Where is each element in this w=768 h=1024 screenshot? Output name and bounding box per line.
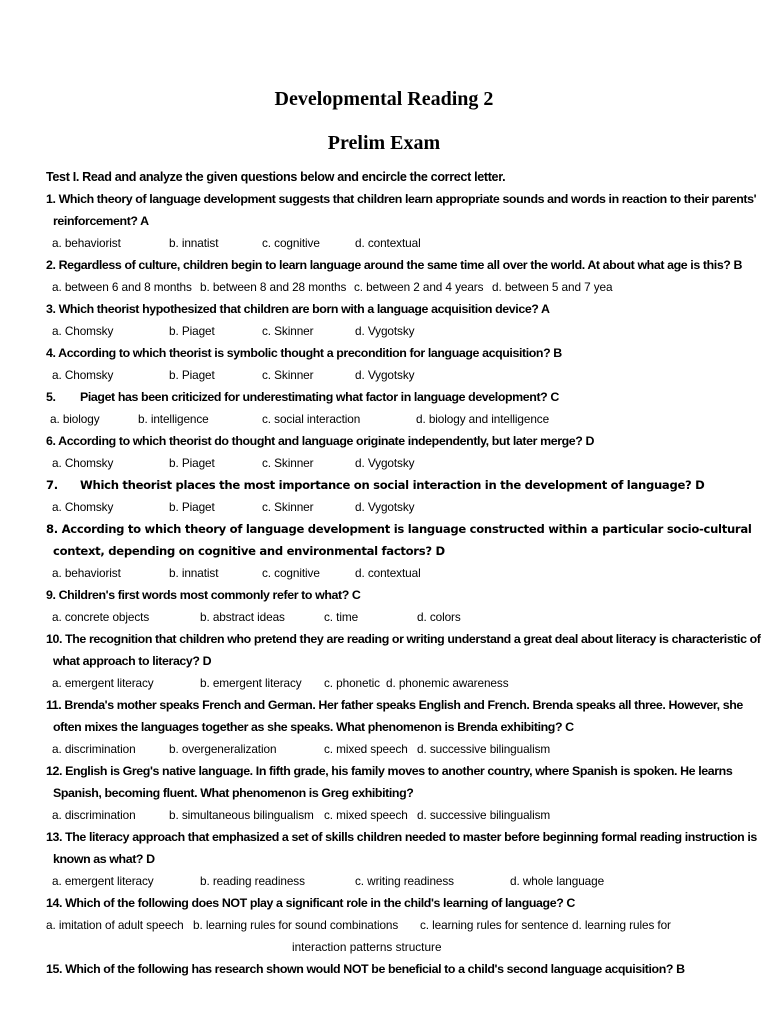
answer-choice-a: a. imitation of adult speech (46, 918, 184, 932)
question-text: The recognition that children who pretend they are reading or writing understand a great deal about literacy is characteristic of (65, 632, 761, 646)
answer-choice-d: d. successive bilingualism (417, 742, 551, 756)
question-text-line (46, 540, 762, 562)
question-number: 14. (46, 896, 63, 910)
question-text: English is Greg's native language. In fifth grade, his family moves to another country, where Spanish is spoken. He learns (65, 764, 733, 778)
question-text: Spanish, becoming fluent. What phenomenon is Greg exhibiting? (53, 786, 414, 800)
question-list (46, 188, 762, 980)
answer-choice-a: a. emergent literacy (52, 874, 154, 888)
question-text: what approach to literacy? D (53, 654, 212, 668)
question-number: 2. (46, 258, 56, 272)
answer-choice-d: d. contextual (355, 566, 421, 580)
question-text: According to which theorist do thought and language originate independently, but later merge? D (58, 434, 595, 448)
question-text-line (46, 518, 762, 540)
answer-choices (46, 496, 762, 518)
answer-choice-c: c. time (324, 610, 359, 624)
answer-choice-c: c. writing readiness (355, 874, 454, 888)
answer-choice-b: b. intelligence (138, 412, 209, 426)
answer-choice-c: c. cognitive (262, 566, 320, 580)
answer-choices (46, 364, 762, 386)
question-text-line (46, 892, 762, 914)
answer-choice-c: c. mixed speech (324, 742, 408, 756)
question-number: 15. (46, 962, 63, 976)
question-text-line (46, 210, 762, 232)
answer-choice-d: d. between 5 and 7 yea (492, 280, 613, 294)
question-1 (46, 188, 762, 232)
answer-choices (46, 562, 762, 584)
question-text: Brenda's mother speaks French and German. Her father speaks English and French. Brenda speaks all three. However, she (64, 698, 743, 712)
answer-choice-b: b. abstract ideas (200, 610, 285, 624)
answer-choices (46, 232, 762, 254)
answer-choice-d: d. contextual (355, 236, 421, 250)
question-text: Which of the following does NOT play a significant role in the child's learning of language? C (65, 896, 575, 910)
answer-choice-continuation: interaction patterns structure (292, 940, 442, 954)
question-text-line (46, 782, 762, 804)
question-10 (46, 628, 762, 672)
question-text-line (46, 298, 762, 320)
question-text-line (46, 694, 762, 716)
answer-choice-b: b. overgeneralization (169, 742, 277, 756)
question-11 (46, 694, 762, 738)
answer-choices-continued (46, 936, 762, 958)
answer-choice-b: b. simultaneous bilingualism (169, 808, 314, 822)
answer-choices (46, 738, 762, 760)
question-text: reinforcement? A (53, 214, 149, 228)
answer-choice-a: a. concrete objects (52, 610, 150, 624)
question-text-line (46, 474, 762, 496)
question-text: Regardless of culture, children begin to learn language around the same time all over the world. At about what age is this? B (58, 258, 743, 272)
answer-choice-d: d. phonemic awareness (386, 676, 509, 690)
answer-choice-b: b. emergent literacy (200, 676, 302, 690)
question-text-line (46, 430, 762, 452)
answer-choice-d: d. Vygotsky (355, 500, 415, 514)
document-title: Developmental Reading 2 (274, 88, 494, 110)
question-8 (46, 518, 762, 562)
question-number: 6. (46, 434, 56, 448)
answer-choice-a: a. emergent literacy (52, 676, 154, 690)
answer-choice-c: c. learning rules for sentence (420, 918, 569, 932)
answer-choice-d: d. Vygotsky (355, 324, 415, 338)
question-text-line (46, 584, 762, 606)
answer-choice-b: b. Piaget (169, 500, 215, 514)
answer-choices (46, 276, 762, 298)
question-text-line (46, 760, 762, 782)
question-4 (46, 342, 762, 364)
answer-choices (46, 870, 762, 892)
answer-choice-d: d. whole language (510, 874, 605, 888)
question-text-line (46, 188, 762, 210)
question-2 (46, 254, 762, 276)
answer-choice-c: c. cognitive (262, 236, 320, 250)
answer-choices (46, 408, 762, 430)
question-text: Which theory of language development suggests that children learn appropriate sounds and words in reaction to their parents' (58, 192, 757, 206)
question-number: 9. (46, 588, 56, 602)
answer-choice-c: c. mixed speech (324, 808, 408, 822)
question-number: 11. (46, 698, 62, 712)
question-text-line (46, 848, 762, 870)
answer-choice-b: b. learning rules for sound combinations (193, 918, 399, 932)
answer-choice-c: c. Skinner (262, 324, 314, 338)
answer-choice-b: b. between 8 and 28 months (200, 280, 347, 294)
answer-choice-a: a. between 6 and 8 months (52, 280, 192, 294)
answer-choice-a: a. Chomsky (52, 456, 114, 470)
question-text-line (46, 386, 762, 408)
question-text: Which theorist places the most importance on social interaction in the development of language? D (80, 478, 705, 492)
question-number: 4. (46, 346, 56, 360)
answer-choices (46, 672, 762, 694)
answer-choices (46, 804, 762, 826)
question-text: Which of the following has research shown would NOT be beneficial to a child's second language acquisition? B (65, 962, 685, 976)
document-subtitle: Prelim Exam (327, 132, 441, 154)
question-12 (46, 760, 762, 804)
answer-choice-b: b. reading readiness (200, 874, 305, 888)
question-number: 12. (46, 764, 63, 778)
answer-choice-c: c. phonetic (324, 676, 380, 690)
question-9 (46, 584, 762, 606)
question-6 (46, 430, 762, 452)
answer-choice-b: b. Piaget (169, 368, 215, 382)
question-text: According to which theorist is symbolic thought a precondition for language acquisition? B (58, 346, 562, 360)
question-14 (46, 892, 762, 914)
answer-choices (46, 452, 762, 474)
question-text: The literacy approach that emphasized a set of skills children needed to master before beginning formal reading instruction is (65, 830, 757, 844)
answer-choice-c: c. Skinner (262, 500, 314, 514)
question-text-line (46, 342, 762, 364)
answer-choices (46, 914, 762, 936)
question-text: According to which theory of language development is language constructed within a particular socio-cultural (61, 522, 752, 536)
question-number: 5. (46, 390, 56, 404)
answer-choice-a: a. Chomsky (52, 324, 114, 338)
answer-choice-d: d. learning rules for (572, 918, 671, 932)
answer-choice-a: a. behaviorist (52, 566, 121, 580)
exam-content (46, 166, 762, 980)
answer-choice-b: b. Piaget (169, 456, 215, 470)
answer-choice-c: c. between 2 and 4 years (354, 280, 484, 294)
question-15 (46, 958, 762, 980)
question-number: 3. (46, 302, 56, 316)
question-number: 13. (46, 830, 63, 844)
answer-choice-c: c. social interaction (262, 412, 361, 426)
answer-choice-d: d. colors (417, 610, 461, 624)
answer-choice-a: a. biology (50, 412, 100, 426)
test-instruction: Test I. Read and analyze the given questions below and encircle the correct letter. (46, 170, 506, 184)
answer-choice-d: d. Vygotsky (355, 368, 415, 382)
answer-choice-a: a. Chomsky (52, 368, 114, 382)
question-text: Children's first words most commonly refer to what? C (58, 588, 361, 602)
question-number: 8. (46, 522, 58, 536)
answer-choice-c: c. Skinner (262, 456, 314, 470)
question-text: often mixes the languages together as she speaks. What phenomenon is Brenda exhibiting? C (53, 720, 574, 734)
question-number: 7. (46, 478, 58, 492)
question-13 (46, 826, 762, 870)
question-text-line (46, 826, 762, 848)
question-text: known as what? D (53, 852, 155, 866)
question-7 (46, 474, 762, 496)
answer-choice-a: a. behaviorist (52, 236, 121, 250)
question-text-line (46, 716, 762, 738)
answer-choice-b: b. innatist (169, 236, 219, 250)
answer-choices (46, 606, 762, 628)
answer-choice-a: a. discrimination (52, 742, 136, 756)
answer-choice-d: d. Vygotsky (355, 456, 415, 470)
question-text: context, depending on cognitive and environmental factors? D (53, 544, 445, 558)
question-3 (46, 298, 762, 320)
question-text-line (46, 628, 762, 650)
answer-choice-b: b. innatist (169, 566, 219, 580)
answer-choice-c: c. Skinner (262, 368, 314, 382)
question-text-line (46, 254, 762, 276)
question-text-line (46, 958, 762, 980)
answer-choice-d: d. biology and intelligence (416, 412, 550, 426)
answer-choice-d: d. successive bilingualism (417, 808, 551, 822)
answer-choice-b: b. Piaget (169, 324, 215, 338)
question-number: 10. (46, 632, 63, 646)
question-5 (46, 386, 762, 408)
answer-choice-a: a. discrimination (52, 808, 136, 822)
question-text: Piaget has been criticized for underestimating what factor in language development? C (80, 390, 559, 404)
question-text: Which theorist hypothesized that children are born with a language acquisition device? A (58, 302, 550, 316)
answer-choice-a: a. Chomsky (52, 500, 114, 514)
question-text-line (46, 650, 762, 672)
question-number: 1. (46, 192, 56, 206)
answer-choices (46, 320, 762, 342)
